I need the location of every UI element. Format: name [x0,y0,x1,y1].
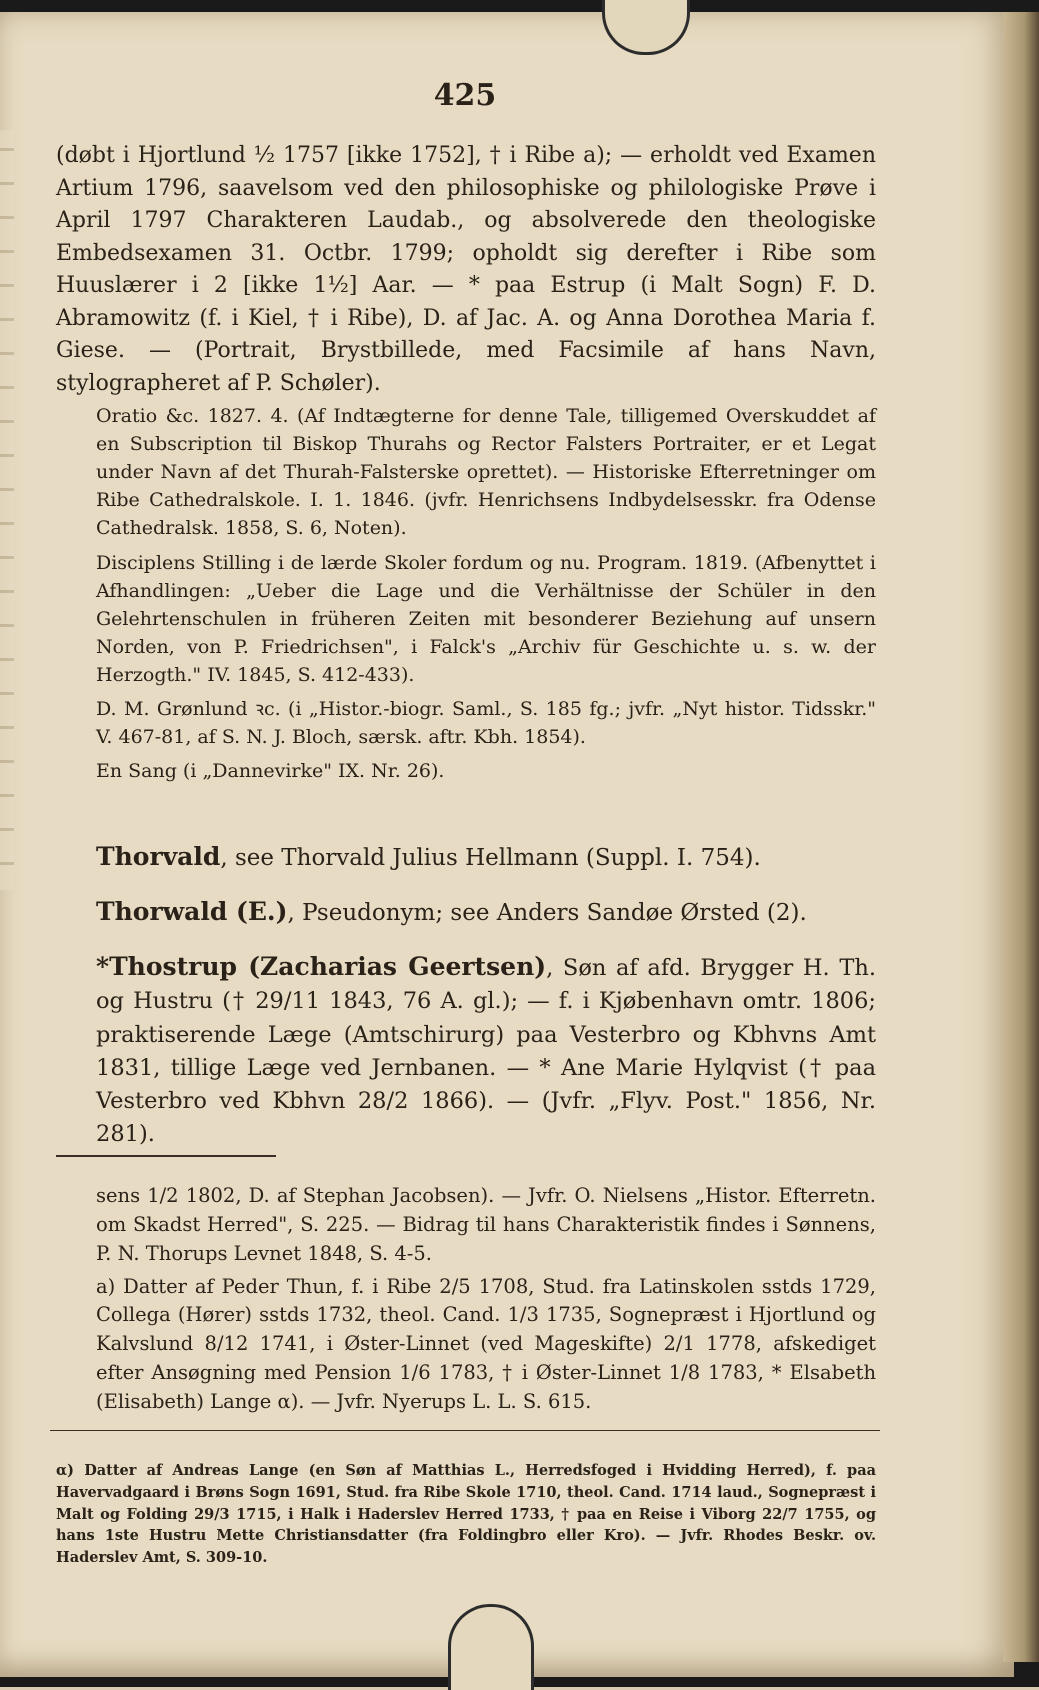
bookmark-tab-bottom [448,1604,534,1690]
footnote: sens 1/2 1802, D. af Stephan Jacobsen). — Jvfr. O. Nielsens „Histor. Efterretn. om Skadst Herred", S. 225. — Bidrag til hans Charakteristik findes i Sønnens, P. N. Thorups Levnet 1848, S. 4-5. [96,1184,876,1265]
work-item: En Sang (i „Dannevirke" IX. Nr. 26). [96,760,445,783]
entry-paragraph [56,948,876,1152]
footnote: a) Datter af Peder Thun, f. i Ribe 2/5 1708, Stud. fra Latinskolen sstds 1729, Collega (Hører) sstds 1732, theol. Cand. 1/3 1735, Sognepræst i Hjortlund og Kalvslund 8/12 1741, i Øster-Linnet (ved Mageskifte) 2/1 1778, afskediget efter Ansøgning med Pension 1/6 1783, † i Øster-Linnet 1/8 1783, * Elsabeth (Elisabeth) Lange α). — Jvfr. Nyerups L. L. S. 615. [96,1274,876,1414]
subfootnote: α) Datter af Andreas Lange (en Søn af Matthias L., Herredsfoged i Hvidding Herred), f. paa Havervadgaard i Brøns Sogn 1691, Stud. fra Ribe Skole 1710, theol. Cand. 1714 laud., Sognepræst i Malt og Folding 29/3 1715, i Halk i Haderslev Herred 1733, † paa en Reise i Viborg 22/7 1755, og hans 1ste Hustru Mette Christiansdatter (fra Foldingbro eller Kro). — Jvfr. Rhodes Beskr. ov. Haderslev Amt, S. 309-10. [56,1462,876,1566]
margin-bleed [0,130,14,890]
headword-rest: , see Thorvald Julius Hellmann (Suppl. I. 754). [220,845,761,871]
headword: *Thostrup (Zacharias Geertsen) [96,952,547,981]
headword-rest: , Pseudonym; see Anders Sandøe Ørsted (2). [287,900,807,927]
headword: Thorvald [96,842,221,871]
headword-entries [56,838,876,930]
subfootnote-rule [50,1430,880,1431]
work-item: D. M. Grønlund ꝛc. (i „Histor.-biogr. Saml., S. 185 fg.; jvfr. „Nyt histor. Tidsskr." V. 467-81, af S. N. J. Bloch, særsk. aftr. Kbh. 1854). [96,698,876,749]
entry-paragraph: (døbt i Hjortlund ½ 1757 [ikke 1752], † i Ribe a); — erholdt ved Examen Artium 1796, saavelsom ved den philosophiske og philologiske Prøve i April 1797 Charakteren Laudab., og absolverede den theologiske Embedsexamen 31. Octbr. 1799; opholdt sig derefter i Ribe som Huuslærer i 2 [ikke 1½] Aar. — * paa Estrup (i Malt Sogn) F. D. Abramowitz (f. i Kiel, † i Ribe), D. af Jac. A. og Anna Dorothea Maria f. Giese. — (Portrait, Brystbillede, med Facsimile af hans Navn, stylographeret af P. Schøler). [56,143,876,396]
main-entry [56,140,876,400]
works-list [56,402,876,785]
footnotes [56,1182,876,1417]
headword-rest: , Søn af afd. Brygger H. Th. og Hustru († 29/11 1843, 76 A. gl.); — f. i Kjøbenhavn omtr. 1806; praktiserende Læge (Amtschirurg) paa Vesterbro og Kbhvns Amt 1831, tillige Læge ved Jernbanen. — * Ane Marie Hylqvist († paa Vesterbro ved Kbhvn 28/2 1866). — (Jvfr. „Flyv. Post." 1856, Nr. 281). [96,955,876,1148]
work-item: Oratio &c. 1827. 4. (Af Indtægterne for denne Tale, tilligemed Overskuddet af en Subscription til Biskop Thurahs og Rector Falsters Portraiter, er et Legat under Navn af det Thurah-Falsterske oprettet). — Historiske Efterretninger om Ribe Cathedralskole. I. 1. 1846. (jvfr. Henrichsens Indbydelsesskr. fra Odense Cathedralsk. 1858, S. 6, Noten). [96,405,876,540]
work-item: Disciplens Stilling i de lærde Skoler fordum og nu. Program. 1819. (Afbenyttet i Afhandlingen: „Ueber die Lage und die Verhältnisse der Schüler in den Gelehrtenschulen in früheren Zeiten mit besonderer Beziehung auf unsern Norden, von P. Friedrichsen", i Falck's „Archiv für Geschichte u. s. w. der Herzogth." IV. 1845, S. 412-433). [96,551,876,686]
page-edge [1003,12,1039,1662]
headword: Thorwald (E.) [96,897,288,927]
headword-entry [56,838,876,875]
page-number: 425 [433,78,497,113]
headword-entry [56,893,876,930]
thostrup-entry [56,948,876,1152]
footnote-rule [56,1155,276,1157]
subfootnote-block [56,1460,876,1569]
